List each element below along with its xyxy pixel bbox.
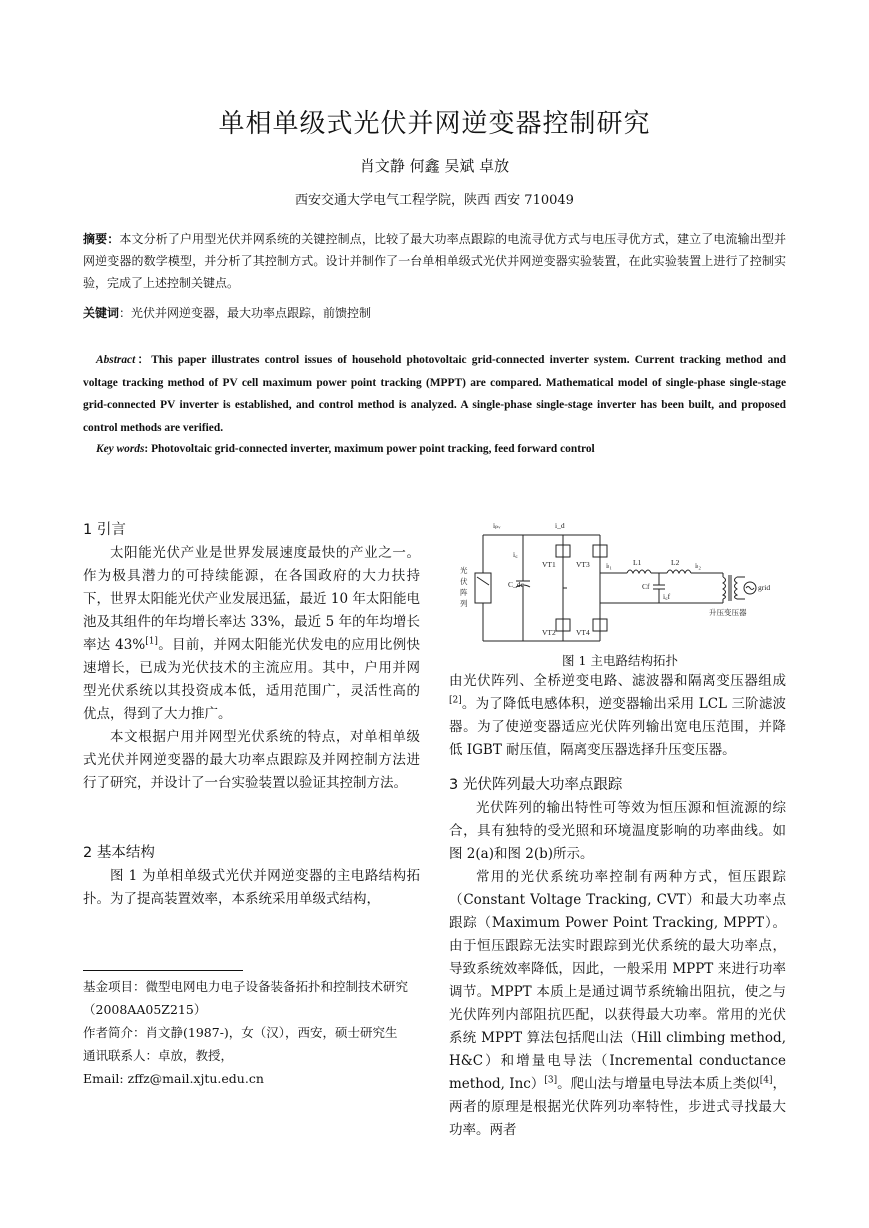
keywords-cn bbox=[83, 302, 786, 324]
right-column bbox=[449, 670, 786, 1142]
label-ipv: iₚᵥ bbox=[493, 521, 501, 530]
abstract-en-label: Abstract bbox=[96, 354, 136, 366]
label-il1: iₗ₁ bbox=[606, 561, 612, 570]
figure-1-circuit bbox=[455, 515, 785, 655]
section-1-heading: 1 引言 bbox=[83, 522, 126, 538]
pv-array-symbol bbox=[477, 577, 489, 585]
label-il2: iₗ₂ bbox=[695, 561, 701, 570]
section-1-para-1: 太阳能光伏产业是世界发展速度最快的产业之一。作为极具潜力的可持续能源，在各国政府的大力扶持下，世界太阳能光伏产业发展迅猛，最近 10 年太阳能电池及其组件的年均增长率达 33%，最近 5 年的年均增长率达 43%[1]。目前，并网太阳能光伏发电的应用比例快速增长，已成为光伏技术的主流应用。其中，户用并网型光伏系统以其投资成本低，适用范围广，灵活性高的优点，得到了大力推广。 bbox=[83, 545, 420, 722]
label-pv-4: 列 bbox=[460, 599, 468, 608]
author-list: 肖文静 何鑫 吴斌 卓放 bbox=[359, 157, 510, 175]
figure-1-caption: 图 1 主电路结构拓扑 bbox=[562, 653, 678, 668]
transformer-primary bbox=[723, 577, 726, 599]
section-2-continued: 由光伏阵列、全桥逆变电路、滤波器和隔离变压器组成[2]。为了降低电感体积，逆变器输出采用 LCL 三阶滤波器。为了使逆变器适应光伏阵列输出宽电压范围，并降低 IGBT 耐压值，隔离变压器选择升压变压器。 bbox=[449, 673, 786, 758]
section-3-heading: 3 光伏阵列最大功率点跟踪 bbox=[449, 777, 623, 793]
keywords-en bbox=[83, 438, 786, 461]
section-3-para-1: 光伏阵列的输出特性可等效为恒压源和恒流源的综合，具有独特的受光照和环境温度影响的功率曲线。如图 2(a)和图 2(b)所示。 bbox=[449, 800, 786, 862]
label-id: i_d bbox=[555, 521, 565, 530]
ref-1: [1] bbox=[145, 636, 158, 647]
footnote-author: 作者简介：肖文静(1987-)，女（汉），西安，硕士研究生 bbox=[83, 1025, 398, 1040]
keywords-en-text: : Photovoltaic grid-connected inverter, maximum power point tracking, feed forward control bbox=[144, 443, 595, 455]
footnote-email: Email: zffz@mail.xjtu.edu.cn bbox=[83, 1071, 264, 1086]
footnote-separator bbox=[83, 970, 243, 971]
ref-4: [4] bbox=[759, 1075, 773, 1086]
section-2-para-1: 图 1 为单相单级式光伏并网逆变器的主电路结构拓扑。为了提高装置效率，本系统采用单级式结构， bbox=[83, 868, 420, 907]
inductor-l1 bbox=[627, 570, 651, 573]
label-vt3: VT3 bbox=[576, 560, 590, 569]
label-l2: L2 bbox=[671, 558, 680, 567]
footnotes bbox=[83, 975, 420, 1090]
keywords-cn-text: ：光伏并网逆变器，最大功率点跟踪，前馈控制 bbox=[119, 306, 372, 320]
label-cdc: C_dc bbox=[508, 580, 524, 589]
inductor-l2 bbox=[667, 570, 691, 573]
transformer-secondary bbox=[735, 577, 738, 599]
label-vt1: VT1 bbox=[542, 560, 556, 569]
section-2 bbox=[83, 842, 420, 911]
ref-3: [3] bbox=[544, 1075, 558, 1086]
section-1 bbox=[83, 519, 420, 795]
abstract-cn-label: 摘要： bbox=[83, 232, 120, 246]
label-transformer: 升压变压器 bbox=[709, 608, 747, 617]
keywords-en-label: Key words bbox=[96, 443, 145, 455]
label-grid: grid bbox=[758, 583, 771, 592]
footnote-fund: 基金项目：微型电网电力电子设备装备拓扑和控制技术研究（2008AA05Z215） bbox=[83, 979, 409, 1017]
label-l1: L1 bbox=[633, 558, 642, 567]
affiliation: 西安交通大学电气工程学院，陕西 西安 710049 bbox=[295, 193, 574, 208]
label-cf: Cf bbox=[642, 582, 650, 591]
section-1-para-2: 本文根据户用并网型光伏系统的特点，对单相单级式光伏并网逆变器的最大功率点跟踪及并网控制方法进行了研究，并设计了一台实验装置以验证其控制方法。 bbox=[83, 729, 420, 791]
label-vt4: VT4 bbox=[576, 628, 590, 637]
label-ic: i꜀ bbox=[513, 550, 518, 559]
label-pv-3: 阵 bbox=[460, 588, 468, 597]
footnote-contact: 通讯联系人：卓放，教授， bbox=[83, 1048, 234, 1063]
abstract-en bbox=[83, 349, 786, 439]
abstract-en-text: ：This paper illustrates control issues of household photovoltaic grid-connected inverter system. Current tracking method and voltage tracking method of PV cell maximum power point tracking (MPPT) are compared. Mathematical model of single-phase single-stage grid-connected PV inverter is established, and control method is analyzed. A single-phase single-stage inverter has been built, and proposed control methods are verified. bbox=[83, 354, 786, 434]
label-pv-2: 伏 bbox=[460, 577, 468, 586]
ref-2: [2] bbox=[449, 695, 462, 706]
section-3-para-2: 常用的光伏系统功率控制有两种方式，恒压跟踪（Constant Voltage Tracking, CVT）和最大功率点跟踪（Maximum Power Point Tracking, MPPT）。由于恒压跟踪无法实时跟踪到光伏系统的最大功率点，导致系统效率降低，因此，一般采用 MPPT 来进行功率调节。MPPT 本质上是通过调节系统输出阻抗，使之与光伏阵列内部阻抗匹配，以获得最大功率。常用的光伏系统 MPPT 算法包括爬山法（Hill climbing method, H&C）和增量电导法（Incremental conductance method, Inc）[3]。爬山法与增量电导法本质上类似[4]，两者的原理是根据光伏阵列功率特性，步进式寻找最大功率。两者 bbox=[449, 869, 787, 1138]
section-2-heading: 2 基本结构 bbox=[83, 845, 155, 861]
label-icf: i꜀f bbox=[663, 592, 671, 601]
keywords-cn-label: 关键词 bbox=[83, 306, 120, 320]
abstract-cn bbox=[83, 228, 786, 294]
label-vt2: VT2 bbox=[542, 628, 556, 637]
label-pv-1: 光 bbox=[460, 566, 468, 575]
paper-title: 单相单级式光伏并网逆变器控制研究 bbox=[218, 109, 651, 139]
grid-source-icon bbox=[746, 587, 754, 590]
abstract-cn-text: 本文分析了户用型光伏并网系统的关键控制点，比较了最大功率点跟踪的电流寻优方式与电压寻优方式，建立了电流输出型并网逆变器的数学模型，并分析了其控制方式。设计并制作了一台单相单级式光伏并网逆变器实验装置，在此实验装置上进行了控制实验，完成了上述控制关键点。 bbox=[83, 232, 786, 290]
